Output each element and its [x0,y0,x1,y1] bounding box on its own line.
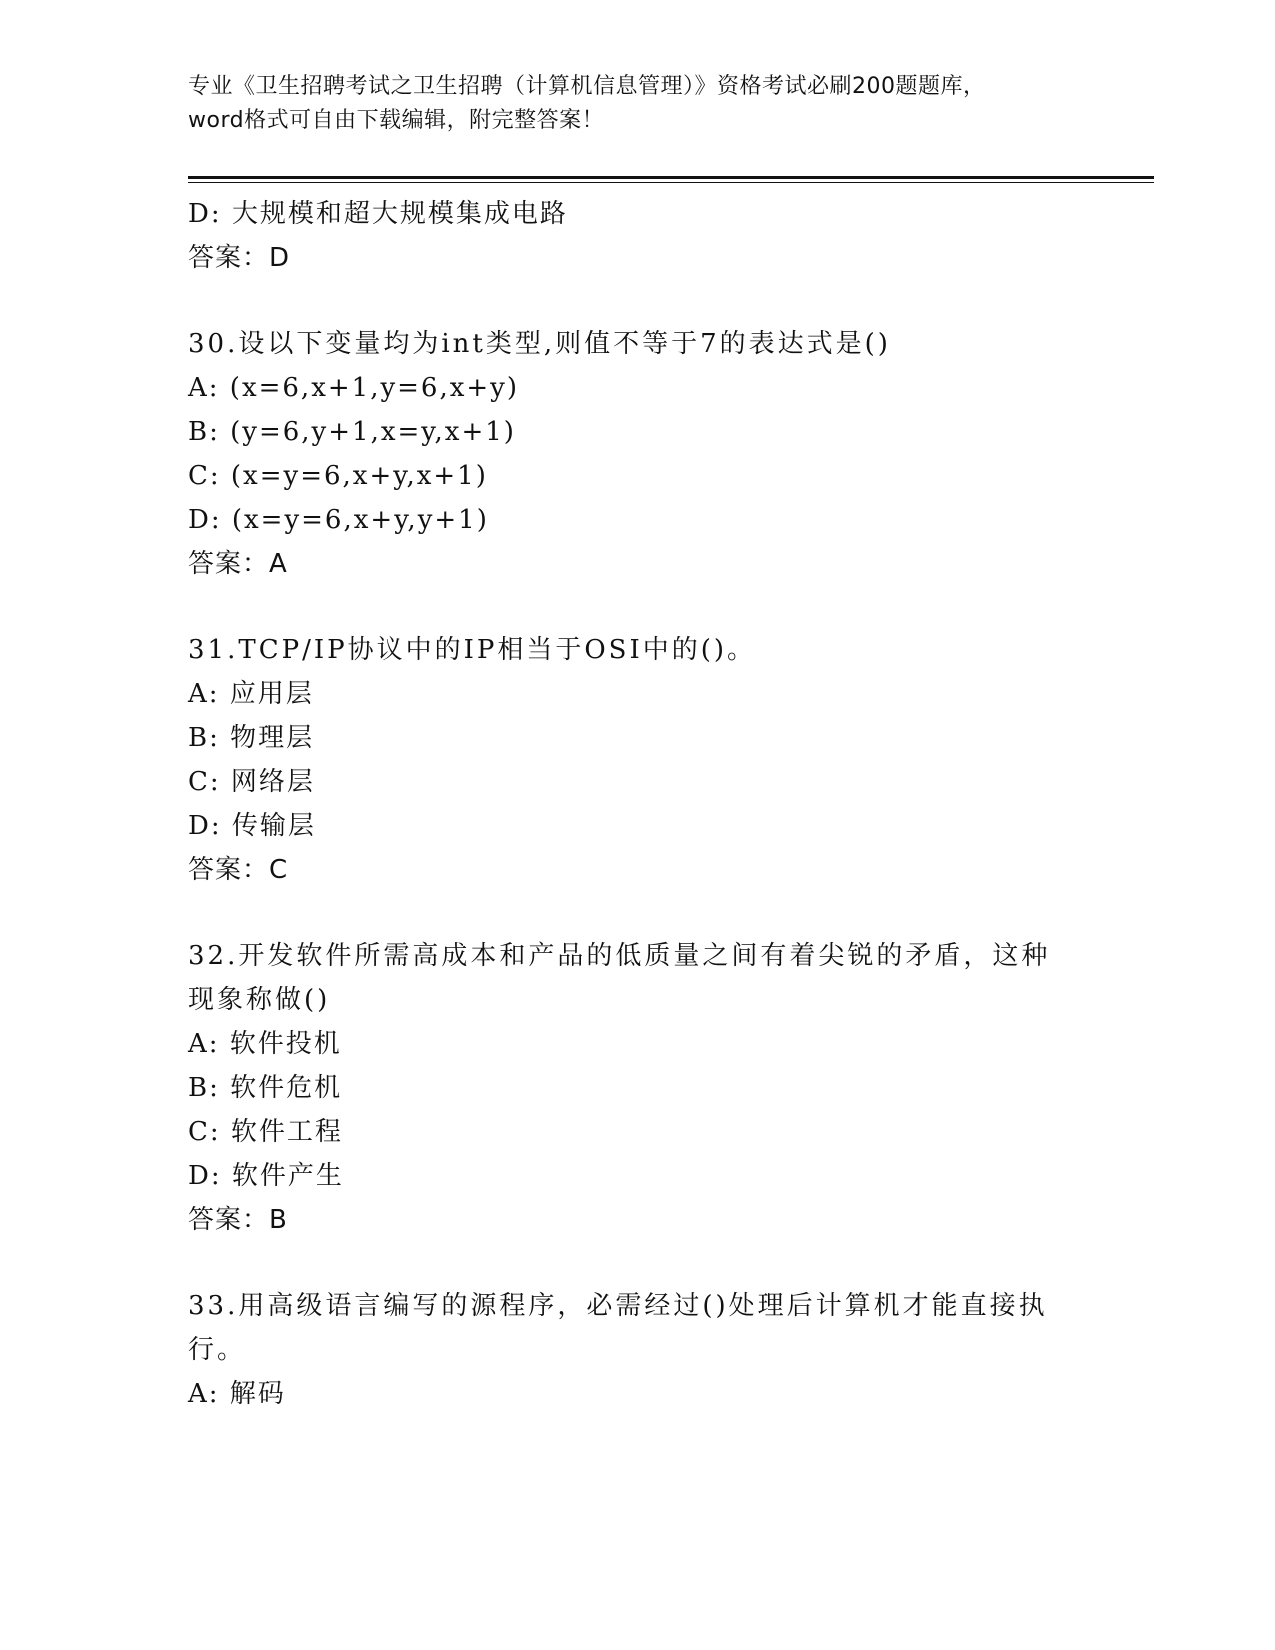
question-30-answer: 答案：A [188,549,288,579]
question-32-text: 32.开发软件所需高成本和产品的低质量之间有着尖锐的矛盾，这种现象称做() [188,941,1051,1015]
question-31-option-a: A: 应用层 [188,679,314,709]
question-31-option-b: B: 物理层 [188,723,315,753]
question-33-text: 33.用高级语言编写的源程序，必需经过()处理后计算机才能直接执行。 [188,1291,1048,1365]
question-32-option-d: D: 软件产生 [188,1161,344,1191]
prev-answer: 答案：D [188,243,291,273]
header-line-1: 专业《卫生招聘考试之卫生招聘（计算机信息管理）》资格考试必刷200题题库， [188,74,986,99]
question-30-option-d: D: (x=y=6,x+y,y+1) [188,505,489,535]
question-30-option-b: B: (y=6,y+1,x=y,x+1) [188,417,516,447]
question-30-text: 30.设以下变量均为int类型,则值不等于7的表达式是() [188,329,891,359]
question-31-text: 31.TCP/IP协议中的IP相当于OSI中的()。 [188,635,757,665]
document-header [188,70,1088,138]
question-32-option-b: B: 软件危机 [188,1073,343,1103]
question-31-option-d: D: 传输层 [188,811,316,841]
question-30-option-c: C: (x=y=6,x+y,x+1) [188,461,488,491]
question-31-option-c: C: 网络层 [188,767,315,797]
question-content [188,192,1088,1416]
header-line-2: word格式可自由下载编辑，附完整答案！ [188,108,605,133]
spacer [188,280,1088,322]
question-32-answer: 答案：B [188,1205,288,1235]
question-30-option-a: A: (x=6,x+1,y=6,x+y) [188,373,520,403]
spacer [188,892,1088,934]
header-divider-thin [188,182,1154,183]
question-31-answer: 答案：C [188,855,289,885]
spacer [188,1242,1088,1284]
spacer [188,586,1088,628]
question-33-option-a: A: 解码 [188,1379,286,1409]
header-divider-thick [188,176,1154,179]
prev-option-d: D: 大规模和超大规模集成电路 [188,199,568,229]
question-32-option-a: A: 软件投机 [188,1029,342,1059]
question-32-option-c: C: 软件工程 [188,1117,343,1147]
